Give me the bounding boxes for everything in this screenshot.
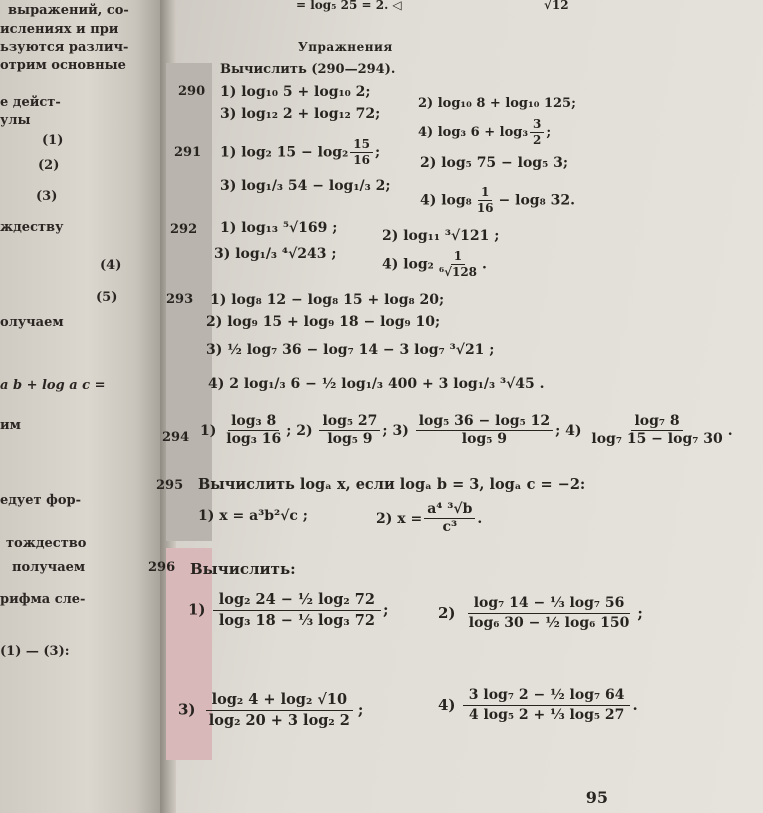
exercise-293-item-2: 2) log₉ 15 + log₉ 18 − log₉ 10; (206, 314, 441, 330)
exercise-number-296: 296 (148, 560, 176, 575)
exercise-290-item-3: 3) log₁₂ 2 + log₁₂ 72; (220, 106, 381, 122)
left-line: выражений, со- (8, 3, 129, 18)
exercise-291-item-4: 4) log₈ $\frac{1}{16}$ − log₈ 32. (420, 185, 575, 216)
left-line: (5) (96, 290, 118, 305)
left-line: (1) — (3): (0, 644, 70, 659)
exercise-number-290: 290 (178, 84, 206, 99)
left-line: ьзуются различ- (0, 40, 129, 55)
section-title: Упражнения (298, 40, 393, 54)
left-line: рифма сле- (0, 592, 86, 607)
exercise-293-item-3: 3) ½ log₇ 36 − log₇ 14 − 3 log₇ ³√21 ; (206, 342, 495, 358)
exercise-number-294: 294 (162, 430, 190, 445)
fraction: $\frac{\text{3 log₇ 2 − ½ log₇ 64}}{\text{4 log₅ 2 + ⅓ log₅ 27}}$ (463, 688, 631, 724)
exercise-296-item-2: 2) $\frac{\text{log₇ 14 − ⅓ log₇ 56}}{\text{log₆ 30 − ½ log₆ 150}}$ ; (438, 595, 643, 632)
left-line: им (0, 418, 21, 433)
fraction: $\frac{3}{2}$ (530, 118, 544, 147)
left-line: ждеству (0, 220, 64, 235)
left-line: олучаем (0, 315, 64, 330)
left-line: получаем (12, 560, 86, 575)
exercise-291-item-3: 3) log₁/₃ 54 − log₁/₃ 2; (220, 178, 391, 194)
exercise-294-items: 1) $\frac{\text{log₃ 8}}{\text{log₃ 16}}$ ; 2) $\frac{\text{log₅ 27}}{\text{log₅ 9}}$ ; 3) $\frac{\text{log₅ 36 − log₅ 12}}{\text{log₅ 9}}$ ; 4) $\frac{\text{log₇ 8}}{\text{log₇ 15 − log₇ 30}}$ . (200, 413, 733, 448)
left-page (0, 0, 160, 813)
left-line: отрим основные (0, 58, 126, 73)
left-line: (4) (100, 258, 122, 273)
instruction: Вычислить (290—294). (220, 62, 396, 77)
top-formula: = log₅ 25 = 2. ◁ (296, 0, 402, 12)
fraction: $\frac{15}{16}$ (350, 138, 373, 167)
left-line: (3) (36, 189, 58, 204)
exercise-number-291: 291 (174, 145, 202, 160)
left-line: a b + log a c = (0, 378, 106, 393)
exercise-292-item-2: 2) log₁₁ ³√121 ; (382, 228, 500, 244)
exercise-296-item-4: 4) $\frac{\text{3 log₇ 2 − ½ log₇ 64}}{\text{4 log₅ 2 + ⅓ log₅ 27}}$ . (438, 687, 638, 724)
exercise-295-item-1: 1) x = a³b²√c ; (198, 508, 308, 524)
left-line: едует фор- (0, 493, 81, 508)
exercise-292-item-3: 3) log₁/₃ ⁴√243 ; (214, 246, 337, 262)
fraction: $\frac{\text{log₇ 8}}{\text{log₇ 15 − log₇ 30}}$ (591, 413, 723, 448)
left-line: ислениях и при (0, 22, 119, 37)
exercise-291-item-2: 2) log₅ 75 − log₅ 3; (420, 155, 569, 171)
exercise-292-item-4: 4) log₂ $\frac{1}{\text{⁶√128}}$ . (382, 249, 487, 280)
fraction: $\frac{\text{log₅ 36 − log₅ 12}}{\text{log₅ 9}}$ (416, 414, 553, 448)
top-fragment: √12 (544, 0, 569, 12)
left-line: тождество (6, 536, 87, 551)
exercise-290-item-2: 2) log₁₀ 8 + log₁₀ 125; (418, 96, 576, 111)
exercise-295-text: Вычислить logₐ x, если logₐ b = 3, logₐ c = −2: (198, 476, 586, 493)
left-line: е дейст- (0, 95, 61, 110)
exercise-291-item-1: 1) log₂ 15 − log₂ $\frac{15}{16}$ ; (220, 137, 381, 168)
exercise-290-item-4: 4) log₃ 6 + log₃ $\frac{3}{2}$ ; (418, 117, 552, 148)
exercise-295-item-2: 2) x = $\frac{\text{a⁴ ³√b}}{\text{c³}}$ . (376, 501, 483, 536)
exercise-number-293: 293 (166, 292, 194, 307)
fraction: $\frac{\text{log₂ 24 − ½ log₂ 72}}{\text{log₃ 18 − ⅓ log₃ 72}}$ (213, 592, 381, 629)
fraction: $\frac{\text{log₇ 14 − ⅓ log₇ 56}}{\text{log₆ 30 − ½ log₆ 150}}$ (468, 595, 630, 632)
exercise-number-292: 292 (170, 222, 198, 237)
exercise-296-item-3: 3) $\frac{\text{log₂ 4 + log₂ √10}}{\text{log₂ 20 + 3 log₂ 2}}$ ; (178, 691, 364, 729)
fraction: $\frac{\text{log₃ 8}}{\text{log₃ 16}}$ (226, 413, 282, 448)
exercise-296-text: Вычислить: (190, 560, 296, 578)
left-line: (2) (38, 158, 60, 173)
left-line: улы (0, 113, 31, 128)
fraction: $\frac{\text{a⁴ ³√b}}{\text{c³}}$ (424, 502, 475, 536)
fraction: $\frac{\text{log₂ 4 + log₂ √10}}{\text{log₂ 20 + 3 log₂ 2}}$ (203, 692, 356, 729)
exercise-293-item-1: 1) log₈ 12 − log₈ 15 + log₈ 20; (210, 292, 445, 308)
left-line: (1) (42, 133, 64, 148)
fraction: $\frac{1}{16}$ (476, 185, 494, 216)
exercise-296-item-1: 1) $\frac{\text{log₂ 24 − ½ log₂ 72}}{\text{log₃ 18 − ⅓ log₃ 72}}$ ; (188, 591, 389, 629)
exercise-290-item-1: 1) log₁₀ 5 + log₁₀ 2; (220, 84, 371, 100)
fraction: $\frac{1}{\text{⁶√128}}$ (438, 249, 478, 280)
fraction: $\frac{\text{log₅ 27}}{\text{log₅ 9}}$ (319, 414, 380, 448)
exercise-292-item-1: 1) log₁₃ ⁵√169 ; (220, 220, 338, 236)
right-page (148, 0, 763, 813)
page-number: 95 (585, 788, 608, 807)
exercise-290-item-4-text: 4) log₃ 6 + log₃ (418, 125, 529, 141)
exercise-number-295: 295 (156, 478, 184, 493)
exercise-293-item-4: 4) 2 log₁/₃ 6 − ½ log₁/₃ 400 + 3 log₁/₃ ³√45 . (208, 376, 545, 392)
